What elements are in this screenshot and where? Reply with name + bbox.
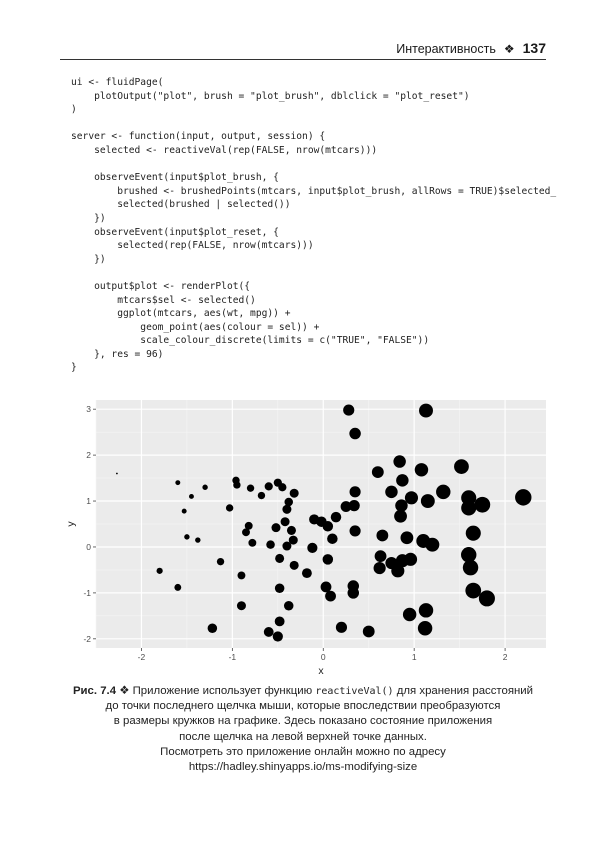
x-tick-label: 1 — [411, 652, 417, 662]
data-point — [116, 473, 118, 475]
page-number: 137 — [522, 40, 546, 56]
data-point — [266, 540, 275, 549]
data-point — [418, 621, 432, 635]
data-point — [349, 500, 360, 511]
data-point — [321, 582, 332, 593]
code-line: selected(rep(FALSE, nrow(mtcars))) — [117, 240, 314, 252]
data-point — [273, 631, 283, 641]
x-tick-label: 0 — [320, 652, 326, 662]
code-line: geom_point(aes(colour = sel)) + — [140, 321, 320, 333]
data-point — [290, 561, 299, 570]
data-point — [289, 536, 298, 545]
data-point — [391, 564, 404, 577]
data-point — [323, 554, 333, 564]
code-line: ggplot(mtcars, aes(wt, mpg)) + — [117, 308, 291, 320]
code-line: selected(brushed | selected()) — [117, 199, 291, 211]
data-point — [394, 510, 407, 523]
data-point — [393, 455, 405, 467]
caption-line: после щелчка на левой верхней точке данных. — [179, 730, 427, 743]
y-tick-label: -2 — [83, 633, 91, 644]
caption-code: reactiveVal() — [315, 686, 394, 697]
data-point — [226, 504, 233, 511]
data-point — [258, 492, 265, 499]
ornament-icon: ❖ — [503, 42, 515, 56]
figure-7-4 — [60, 392, 550, 680]
data-point — [336, 622, 347, 633]
data-point — [474, 497, 490, 513]
y-tick-label: 3 — [86, 404, 91, 415]
code-line: output$plot <- renderPlot({ — [94, 280, 251, 292]
data-point — [405, 491, 418, 504]
code-line: } — [71, 362, 77, 374]
code-line: ) — [71, 104, 77, 116]
data-point — [461, 500, 476, 515]
code-line: }) — [94, 253, 106, 265]
data-point — [275, 584, 285, 594]
caption-label: Рис. 7.4 — [72, 685, 117, 697]
code-listing — [71, 76, 556, 375]
data-point — [415, 463, 428, 476]
data-point — [248, 539, 256, 547]
data-point — [463, 560, 478, 575]
data-point — [385, 486, 397, 498]
data-point — [202, 485, 207, 490]
data-point — [375, 550, 387, 562]
data-point — [419, 404, 433, 418]
data-point — [265, 482, 273, 490]
data-point — [376, 530, 388, 542]
data-point — [396, 474, 408, 486]
data-point — [189, 494, 194, 499]
data-point — [157, 568, 163, 574]
y-tick-label: 1 — [86, 496, 91, 507]
caption-ornament-icon: ❖ — [119, 685, 130, 697]
data-point — [350, 486, 361, 497]
y-axis-label: y — [65, 521, 77, 527]
x-tick-label: -2 — [137, 652, 146, 662]
data-point — [217, 558, 224, 565]
data-point — [515, 489, 531, 505]
caption-url: https://hadley.shinyapps.io/ms-modifying-size — [188, 761, 418, 774]
caption-line: Посмотреть это приложение онлайн можно по адресу — [160, 745, 446, 758]
section-title: Интерактивность — [396, 42, 496, 56]
data-point — [282, 505, 291, 514]
x-tick-label: 2 — [502, 652, 508, 662]
data-point — [284, 498, 293, 507]
data-point — [327, 533, 337, 543]
data-point — [403, 608, 416, 621]
code-line: ui <- fluidPage( — [71, 77, 164, 88]
data-point — [454, 459, 469, 474]
scatter-plot — [60, 392, 550, 680]
data-point — [284, 601, 294, 611]
data-point — [184, 534, 189, 539]
data-point — [466, 526, 481, 541]
data-point — [238, 572, 246, 580]
caption-line: до точки последнего щелчка мыши, которые впоследствии преобразуются — [105, 700, 501, 713]
data-point — [325, 591, 336, 602]
data-point — [343, 405, 354, 416]
y-tick-label: 0 — [86, 541, 91, 552]
data-point — [208, 623, 218, 633]
data-point — [419, 603, 433, 617]
data-point — [174, 584, 181, 591]
x-axis-label: x — [318, 665, 324, 677]
data-point — [245, 522, 253, 530]
code-line: selected <- reactiveVal(rep(FALSE, nrow(mtcars))) — [94, 144, 378, 156]
code-line: observeEvent(input$plot_brush, { — [94, 172, 279, 184]
caption-text: Приложение использует функцию — [132, 685, 313, 697]
code-line: }, res = 96) — [94, 348, 164, 360]
data-point — [331, 512, 341, 522]
data-point — [302, 568, 312, 578]
y-tick-label: -1 — [83, 587, 91, 598]
figure-caption — [60, 684, 546, 775]
data-point — [287, 526, 296, 535]
data-point — [182, 509, 187, 514]
data-point — [348, 587, 359, 598]
code-line: server <- function(input, output, session) { — [71, 131, 326, 143]
running-header — [60, 38, 546, 60]
data-point — [278, 483, 286, 491]
data-point — [349, 428, 360, 439]
code-line: }) — [94, 212, 106, 224]
data-point — [271, 523, 280, 532]
y-tick-label: 2 — [86, 450, 91, 461]
data-point — [290, 489, 299, 498]
data-point — [436, 485, 450, 499]
data-point — [323, 521, 333, 531]
data-point — [374, 562, 386, 574]
data-point — [372, 466, 384, 478]
caption-line: в размеры кружков на графике. Здесь показано состояние приложения — [113, 715, 493, 728]
code-line: mtcars$sel <- selected() — [117, 294, 256, 306]
data-point — [264, 627, 274, 637]
data-point — [233, 481, 240, 488]
x-tick-label: -1 — [228, 652, 237, 662]
data-point — [195, 537, 200, 542]
data-point — [307, 543, 317, 553]
data-point — [350, 525, 361, 536]
code-line: scale_colour_discrete(limits = c("TRUE", "FALSE")) — [140, 335, 430, 347]
code-line: plotOutput("plot", brush = "plot_brush", dblclick = "plot_reset") — [94, 90, 470, 102]
data-point — [275, 616, 285, 626]
data-point — [479, 590, 495, 606]
data-point — [421, 494, 435, 508]
data-point — [465, 583, 481, 599]
caption-text: для хранения расстояний — [396, 685, 534, 697]
data-point — [401, 531, 414, 544]
data-point — [363, 626, 375, 638]
code-line: observeEvent(input$plot_reset, { — [94, 226, 279, 238]
data-point — [237, 601, 246, 610]
data-point — [416, 534, 430, 548]
code-line: brushed <- brushedPoints(mtcars, input$plot_brush, allRows = TRUE)$selected_ — [117, 185, 557, 197]
data-point — [281, 517, 290, 526]
data-point — [275, 554, 284, 563]
data-point — [175, 480, 180, 485]
data-point — [404, 553, 417, 566]
data-point — [247, 484, 254, 491]
